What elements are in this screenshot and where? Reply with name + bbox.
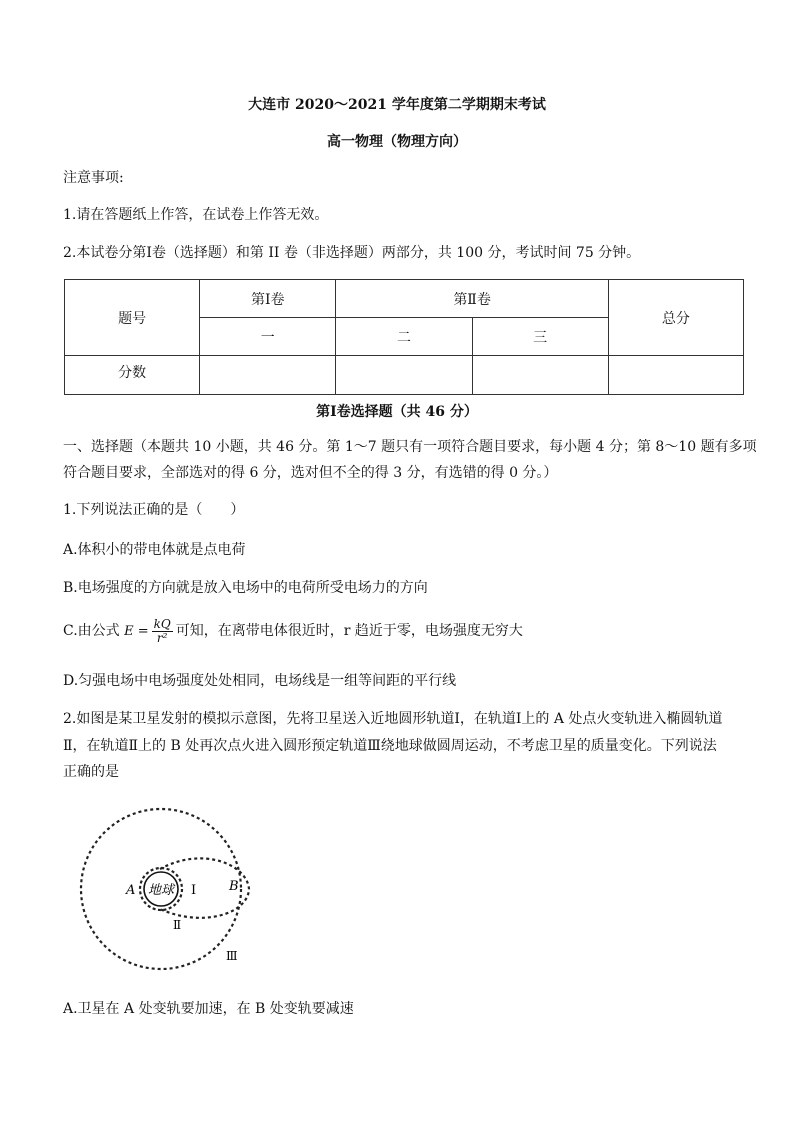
q1-formula-numerator: kQ: [153, 616, 171, 631]
earth-label: 地球: [147, 883, 175, 898]
q2-stem-line-1: 2.如图是某卫星发射的模拟示意图，先将卫星送入近地圆形轨道Ⅰ，在轨道Ⅰ上的 A 处点火变轨进入椭圆轨道: [63, 711, 723, 727]
score-table-score-label: 分数: [65, 356, 200, 395]
q1-formula-lhs: E =: [124, 624, 149, 639]
q1-stem: 1.下列说法正确的是（ ）: [63, 502, 245, 518]
score-table-section-2: 二: [336, 318, 472, 356]
q1-option-c: [63, 616, 523, 647]
q1-option-c-suffix: 可知，在离带电体很近时，r 趋近于零，电场强度无穷大: [175, 623, 523, 639]
score-table-section-1: 一: [200, 318, 336, 356]
score-cell-3: [472, 356, 608, 395]
score-table-vol1-header: 第Ⅰ卷: [200, 280, 336, 318]
orbit-1-label: Ⅰ: [191, 883, 197, 898]
q2-option-a: A.卫星在 A 处变轨要加速，在 B 处变轨要减速: [63, 1001, 354, 1017]
notice-item-2: 2.本试卷分第Ⅰ卷（选择题）和第 II 卷（非选择题）两部分，共 100 分，考试时间 75 分钟。: [63, 245, 641, 261]
notice-item-1: 1.请在答题纸上作答，在试卷上作答无效。: [63, 207, 329, 223]
score-cell-1: [200, 356, 336, 395]
score-table-vol2-header: 第Ⅱ卷: [336, 280, 608, 318]
notice-heading: 注意事项:: [63, 170, 124, 186]
q1-option-a: A.体积小的带电体就是点电荷: [63, 542, 246, 558]
score-table-total-header: 总分: [608, 280, 743, 356]
section1-instructions-line-1: 一、选择题（本题共 10 小题，共 46 分。第 1～7 题只有一项符合题目要求，每小题 4 分；第 8～10 题有多项: [63, 439, 757, 455]
score-table: [64, 279, 744, 395]
score-table-section-3: 三: [472, 318, 608, 356]
score-cell-2: [336, 356, 472, 395]
q1-option-b: B.电场强度的方向就是放入电场中的电荷所受电场力的方向: [63, 580, 428, 596]
q1-formula-denominator: r²: [156, 630, 168, 645]
orbit-diagram: [72, 796, 272, 972]
exam-subtitle: 高一物理（物理方向）: [327, 134, 467, 150]
section1-instructions-line-2: 符合题目要求，全部选对的得 6 分，选对但不全的得 3 分，有选错的得 0 分。）: [63, 465, 558, 481]
q1-formula-fraction: [152, 618, 173, 645]
q2-stem-line-2: Ⅱ，在轨道Ⅱ上的 B 处再次点火进入圆形预定轨道Ⅲ绕地球做圆周运动，不考虑卫星的质量变化。下列说法: [63, 738, 717, 754]
point-b-label: B: [229, 879, 239, 894]
orbit-2-label: Ⅱ: [173, 918, 182, 932]
q1-option-d: D.匀强电场中电场强度处处相同，电场线是一组等间距的平行线: [63, 673, 457, 689]
q1-option-c-prefix: C.由公式: [63, 623, 120, 639]
score-cell-total: [608, 356, 743, 395]
orbit-3-label: Ⅲ: [226, 949, 238, 963]
exam-title: 大连市 2020～2021 学年度第二学期期末考试: [248, 97, 546, 113]
section1-title: 第Ⅰ卷选择题（共 46 分）: [316, 404, 478, 420]
score-table-question-header: 题号: [65, 280, 200, 356]
point-a-label: A: [126, 883, 136, 898]
q2-stem-line-3: 正确的是: [63, 764, 119, 780]
